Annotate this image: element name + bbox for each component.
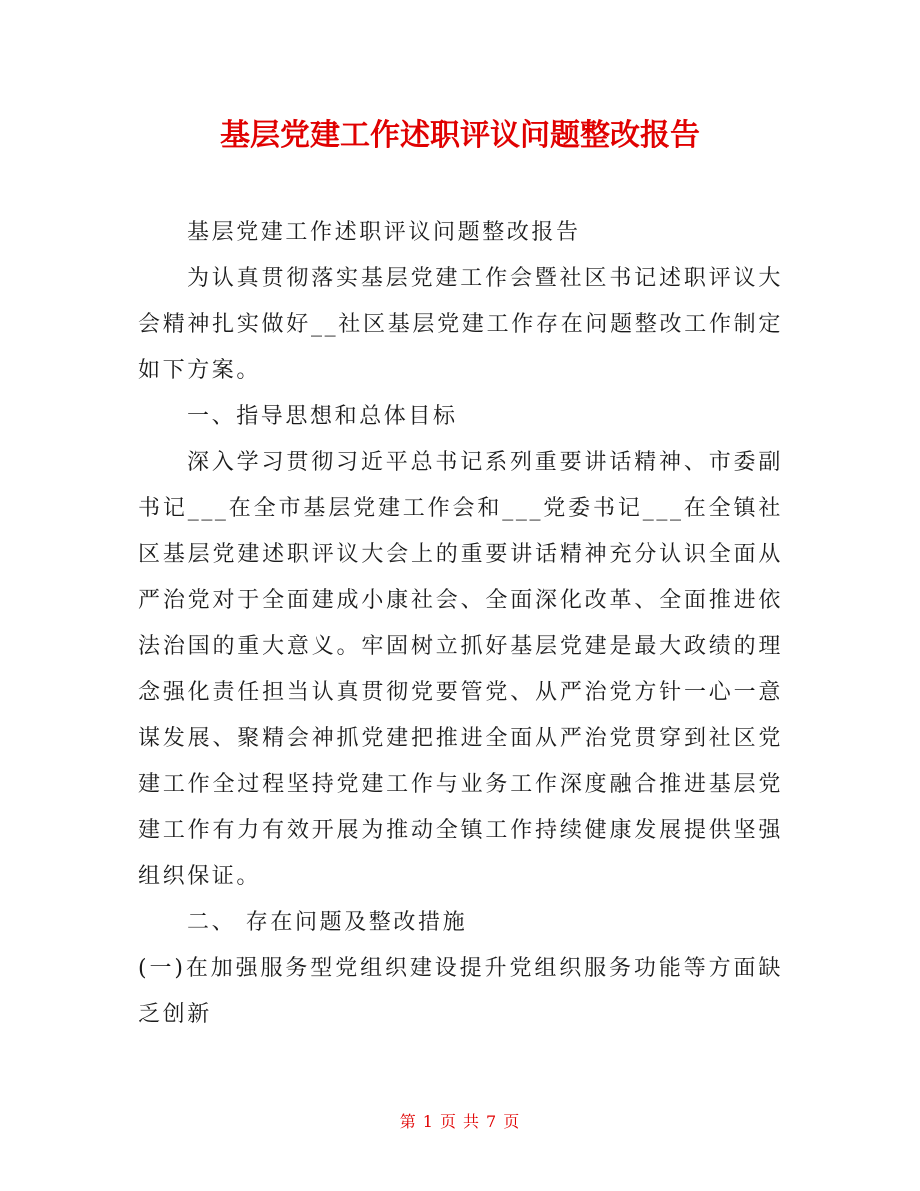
section-heading-2: 二、 存在问题及整改措施: [187, 910, 468, 935]
footer-total-pages: 7: [486, 1112, 498, 1131]
paragraph-intro: 为认真贯彻落实基层党建工作会暨社区书记述职评议大会精神扎实做好__社区基层党建工作存在问题整改工作制定如下方案。: [138, 266, 783, 383]
page-footer: [0, 1110, 920, 1134]
footer-suffix: 页: [503, 1112, 521, 1131]
section-heading-1: 一、指导思想和总体目标: [187, 404, 458, 429]
footer-prefix: 第: [399, 1112, 417, 1131]
paragraph-subtitle: 基层党建工作述职评议问题整改报告: [187, 220, 581, 245]
footer-page-number: 1: [422, 1112, 434, 1131]
paragraph-guiding-thought: 深入学习贯彻习近平总书记系列重要讲话精神、市委副书记___在全市基层党建工作会和___党委书记___在全镇社区基层党建述职评议大会上的重要讲话精神充分认识全面从严治党对于全面建成小康社会、全面深化改革、全面推进依法治国的重大意义。牢固树立抓好基层党建是最大政绩的理念强化责任担当认真贯彻党要管党、从严治党方针一心一意谋发展、聚精会神抓党建把推进全面从严治党贯穿到社区党建工作全过程坚持党建工作与业务工作深度融合推进基层党建工作有力有效开展为推动全镇工作持续健康发展提供坚强组织保证。: [138, 450, 783, 889]
document-title: 基层党建工作述职评议问题整改报告: [220, 118, 700, 153]
document-body: [138, 210, 783, 1038]
subsection-heading-1: (一)在加强服务型党组织建设提升党组织服务功能等方面缺乏创新: [138, 956, 783, 1027]
footer-middle: 页 共: [439, 1112, 481, 1131]
